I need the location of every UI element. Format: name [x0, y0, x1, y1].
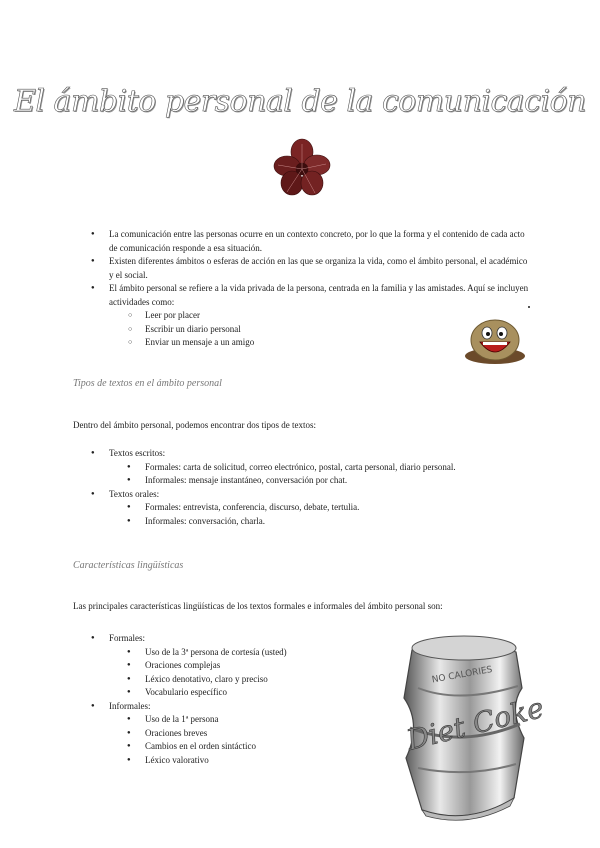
list-item: ● Oraciones complejas — [145, 659, 409, 673]
section-intro: Dentro del ámbito personal, podemos encontrar dos tipos de textos: — [73, 420, 316, 430]
list-item: ● Oraciones breves — [145, 727, 409, 741]
flower-illustration — [272, 138, 332, 200]
crushed-can-illustration — [398, 628, 547, 828]
list-item: ○ Escribir un diario personal — [145, 323, 529, 337]
list-item-label: Formales: — [109, 633, 145, 643]
section-heading: Características lingüísticas — [73, 560, 184, 571]
text-types-list — [109, 447, 529, 528]
can-logo-text: Diet Coke — [403, 691, 547, 757]
list-item: ● Vocabulario específico — [145, 686, 409, 700]
list-item — [109, 700, 409, 768]
list-item: ● Informales: conversación, charla. — [145, 515, 529, 529]
list-item-label: Informales: — [109, 700, 151, 711]
list-item — [109, 488, 529, 529]
list-item: ● Informales: mensaje instantáneo, conversación por chat. — [145, 474, 529, 488]
list-item — [109, 632, 409, 700]
list-item: ● Léxico denotativo, claro y preciso — [145, 673, 409, 687]
list-item: ○ Leer por placer — [145, 309, 529, 323]
section-heading: Tipos de textos en el ámbito personal — [73, 378, 222, 389]
list-item: ● Uso de la 3ª persona de cortesía (usted) — [145, 646, 409, 660]
list-item-label: Textos escritos: — [109, 448, 166, 458]
list-item — [109, 447, 529, 488]
list-item: ● Existen diferentes ámbitos o esferas de acción en las que se organiza la vida, como el ámbito personal, el académico y el social. — [109, 255, 529, 282]
stray-mark — [528, 306, 530, 308]
list-item: ○ Enviar un mensaje a un amigo — [145, 336, 529, 350]
list-item: ● Léxico valorativo — [145, 754, 409, 768]
section-intro: Las principales características lingüísticas de los textos formales e informales del ámbito personal son: — [73, 601, 443, 611]
list-item-label: Textos orales: — [109, 488, 160, 499]
list-item: ● Formales: entrevista, conferencia, discurso, debate, tertulia. — [145, 501, 529, 515]
features-list — [109, 632, 409, 767]
list-item: ● Uso de la 1ª persona — [145, 713, 409, 727]
list-item-text: El ámbito personal se refiere a la vida privada de la persona, centrada en la familia y las amistades. Aquí se incluyen actividades como: — [109, 283, 529, 307]
list-item: ● Formales: carta de solicitud, correo electrónico, postal, carta personal, diario personal. — [145, 461, 529, 475]
page-title: El ámbito personal de la comunicación — [14, 84, 586, 119]
laughing-emoticon — [462, 318, 528, 366]
can-label-text: NO CALORIES — [431, 664, 494, 686]
list-item: ● La comunicación entre las personas ocurre en un contexto concreto, por lo que la forma y el contenido de cada acto de comunicación responde a esa situación. — [109, 228, 529, 255]
list-item: ● Cambios en el orden sintáctico — [145, 740, 409, 754]
